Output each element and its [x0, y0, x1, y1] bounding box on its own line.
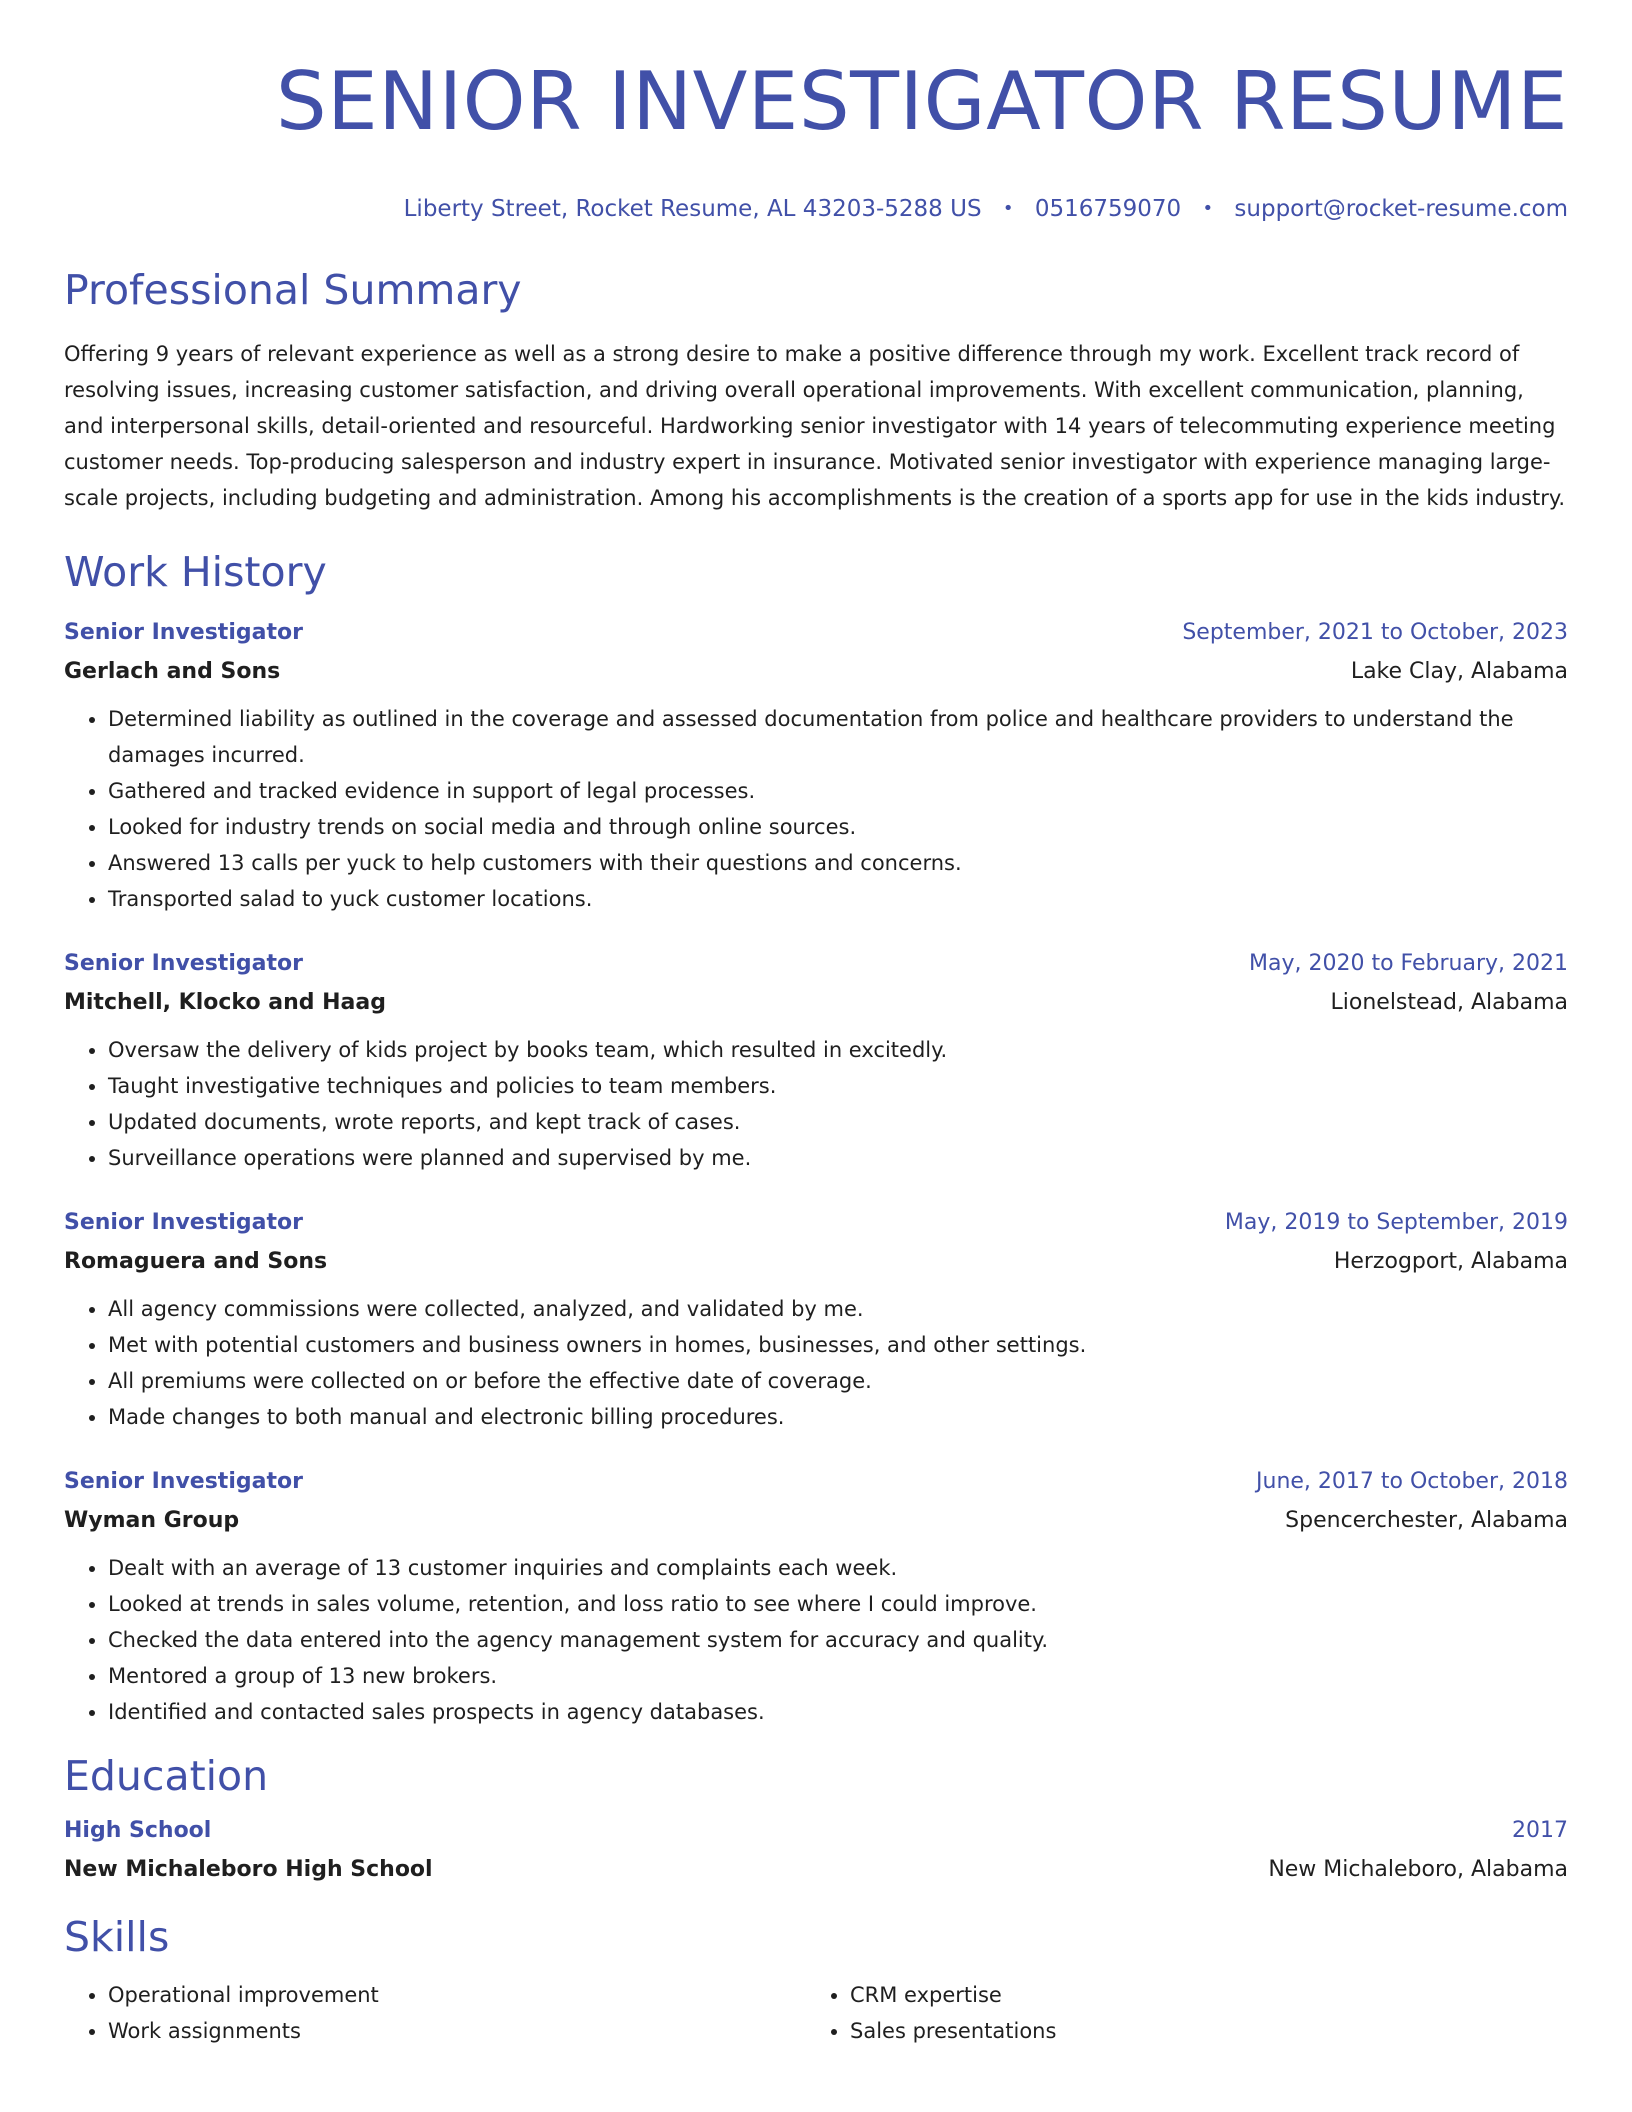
skills-column-left — [64, 1977, 806, 2049]
job-company: Wyman Group — [64, 1508, 240, 1533]
job-location: Lake Clay, Alabama — [1350, 659, 1568, 684]
job-entry — [64, 949, 1568, 1176]
contact-email: support@rocket-resume.com — [1234, 196, 1568, 222]
job-duty: • Taught investigative techniques and policies to team members. — [108, 1068, 1568, 1104]
contact-separator: • — [1002, 198, 1014, 219]
job-duty: • Gathered and tracked evidence in support of legal processes. — [108, 773, 1568, 809]
job-entry — [64, 1208, 1568, 1435]
education-entry — [64, 1816, 1568, 1885]
job-dates: June, 2017 to October, 2018 — [1256, 1469, 1568, 1494]
job-duty: • Checked the data entered into the agency management system for accuracy and quality. — [108, 1622, 1568, 1658]
job-duty: • Looked at trends in sales volume, retention, and loss ratio to see where I could improve. — [108, 1586, 1568, 1622]
job-title: Senior Investigator — [64, 1210, 303, 1235]
resume-title: SENIOR INVESTIGATOR RESUME — [275, 55, 1568, 148]
contact-address: Liberty Street, Rocket Resume, AL 43203-5288 US — [403, 196, 982, 222]
education-heading: Education — [64, 1752, 269, 1800]
job-location: Spencerchester, Alabama — [1285, 1508, 1568, 1533]
skills-list — [64, 1977, 1568, 2049]
skill-item: • Sales presentations — [850, 2013, 1548, 2049]
job-duties — [64, 1291, 1568, 1435]
job-dates: September, 2021 to October, 2023 — [1182, 620, 1568, 645]
job-company: Romaguera and Sons — [64, 1249, 328, 1274]
resume-page — [64, 0, 1568, 2049]
education-year: 2017 — [1512, 1818, 1568, 1843]
job-duty: • Surveillance operations were planned and supervised by me. — [108, 1140, 1568, 1176]
job-duty: • Identified and contacted sales prospects in agency databases. — [108, 1694, 1568, 1730]
job-title: Senior Investigator — [64, 1469, 303, 1494]
skill-item: • Work assignments — [108, 2013, 806, 2049]
job-duties — [64, 701, 1568, 917]
job-entry — [64, 618, 1568, 917]
job-duty: • Dealt with an average of 13 customer inquiries and complaints each week. — [108, 1550, 1568, 1586]
summary-heading: Professional Summary — [64, 266, 522, 314]
job-entry — [64, 1467, 1568, 1730]
job-title: Senior Investigator — [64, 620, 303, 645]
job-duty: • Looked for industry trends on social media and through online sources. — [108, 809, 1568, 845]
job-duties — [64, 1550, 1568, 1730]
summary-text: Offering 9 years of relevant experience as well as a strong desire to make a positive difference through my work. Excellent track record of resolving issues, increasing customer satisfaction, and driving overall operational improvements. With excellent communication, planning, and interpersonal skills, detail-oriented and resourceful. Hardworking senior investigator with 14 years of telecommuting experience meeting customer needs. Top-producing salesperson and industry expert in insurance. Motivated senior investigator with experience managing large-scale projects, including budgeting and administration. Among his accomplishments is the creation of a sports app for use in the kids industry. — [64, 342, 1566, 510]
job-duty: • Determined liability as outlined in the coverage and assessed documentation from police and healthcare providers to understand the damages incurred. — [108, 701, 1568, 773]
contact-phone: 0516759070 — [1034, 196, 1182, 222]
job-dates: May, 2020 to February, 2021 — [1249, 951, 1568, 976]
job-duty: • Transported salad to yuck customer locations. — [108, 881, 1568, 917]
skill-item: • CRM expertise — [850, 1977, 1548, 2013]
job-duty: • Made changes to both manual and electronic billing procedures. — [108, 1399, 1568, 1435]
job-company: Gerlach and Sons — [64, 659, 281, 684]
job-company: Mitchell, Klocko and Haag — [64, 990, 386, 1015]
education-location: New Michaleboro, Alabama — [1268, 1857, 1568, 1882]
skills-column-right — [806, 1977, 1548, 2049]
job-duty: • Mentored a group of 13 new brokers. — [108, 1658, 1568, 1694]
job-duty: • Met with potential customers and business owners in homes, businesses, and other settings. — [108, 1327, 1568, 1363]
contact-separator: • — [1202, 198, 1214, 219]
job-title: Senior Investigator — [64, 951, 303, 976]
contact-line — [64, 194, 1568, 226]
job-location: Lionelstead, Alabama — [1330, 990, 1568, 1015]
skill-item: • Operational improvement — [108, 1977, 806, 2013]
job-location: Herzogport, Alabama — [1333, 1249, 1568, 1274]
job-duties — [64, 1032, 1568, 1176]
job-duty: • All premiums were collected on or before the effective date of coverage. — [108, 1363, 1568, 1399]
work-history-heading: Work History — [64, 548, 327, 596]
job-duty: • Updated documents, wrote reports, and kept track of cases. — [108, 1104, 1568, 1140]
job-duty: • Answered 13 calls per yuck to help customers with their questions and concerns. — [108, 845, 1568, 881]
education-school: New Michaleboro High School — [64, 1857, 433, 1882]
job-duty: • Oversaw the delivery of kids project by books team, which resulted in excitedly. — [108, 1032, 1568, 1068]
job-duty: • All agency commissions were collected, analyzed, and validated by me. — [108, 1291, 1568, 1327]
skills-heading: Skills — [64, 1913, 170, 1961]
job-dates: May, 2019 to September, 2019 — [1224, 1210, 1568, 1235]
education-degree: High School — [64, 1818, 212, 1843]
